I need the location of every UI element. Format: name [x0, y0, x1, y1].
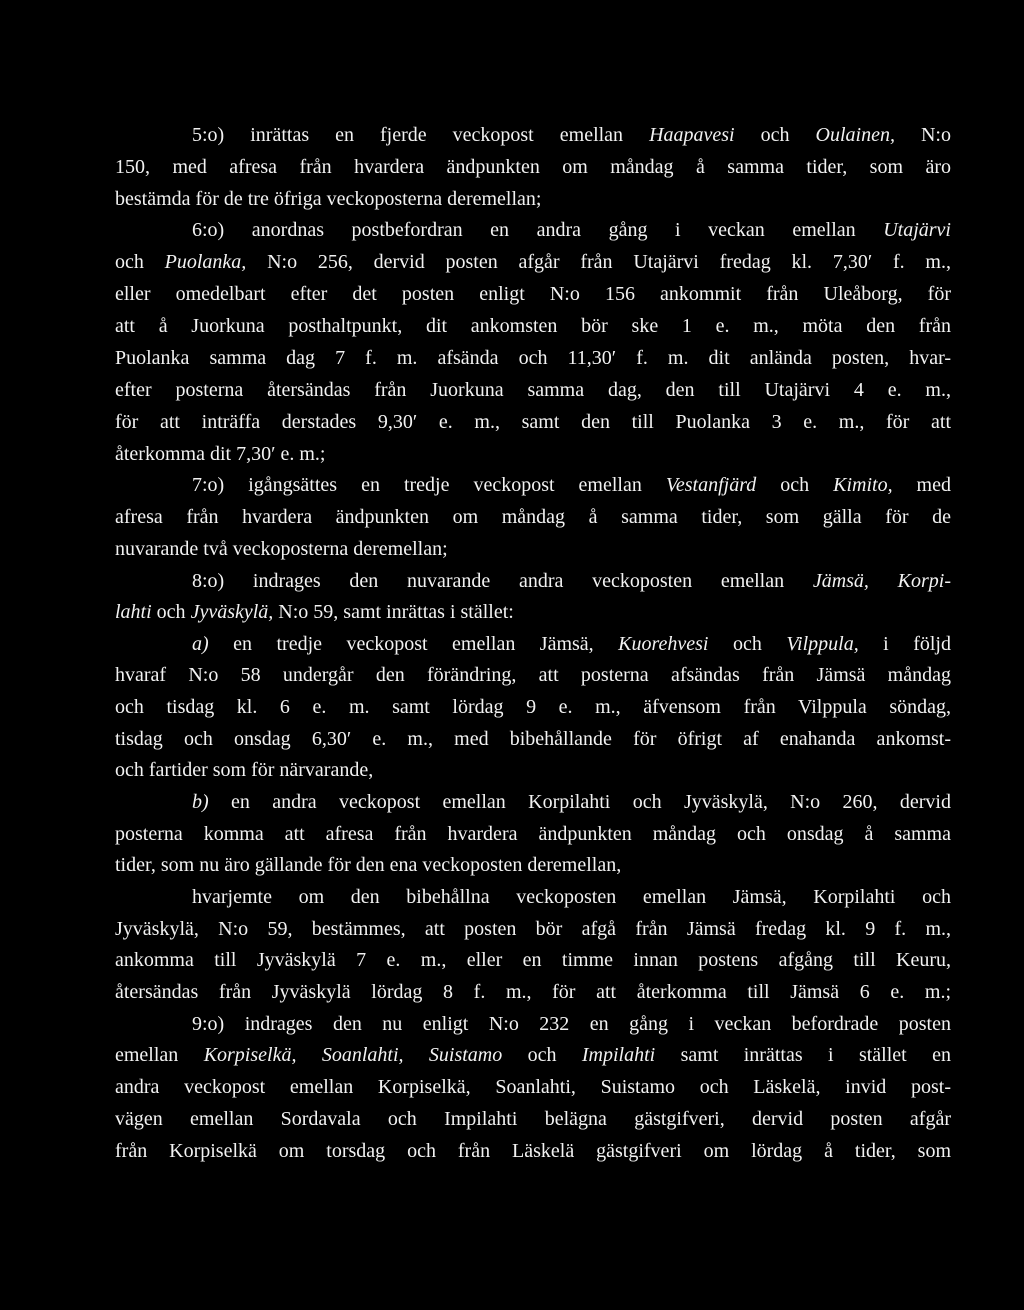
- text-line: [115, 663, 951, 687]
- text-line: [115, 948, 951, 972]
- text-line: [115, 1139, 951, 1163]
- text-segment: 9:o) indrages den nu enligt N:o 232 en gång i veckan befordrade posten: [192, 1013, 951, 1035]
- text-segment: N:o: [894, 124, 951, 146]
- text-segment: 8:o) indrages den nuvarande andra veckoposten emellan: [192, 570, 813, 592]
- text-line: [115, 1075, 951, 1099]
- italic-text: Korpiselkä, Soanlahti, Suistamo: [203, 1044, 503, 1066]
- text-segment: N:o 256, dervid posten afgår från Utajärvi fredag kl. 7,30′ f. m.,: [246, 251, 951, 273]
- text-segment: hvaraf N:o 58 undergår den förändring, att posterna afsändas från Jämsä måndag: [115, 664, 951, 686]
- italic-text: b): [192, 791, 209, 813]
- text-segment: tider, som nu äro gällande för den ena veckoposten deremellan,: [115, 854, 622, 876]
- text-segment: och: [502, 1044, 582, 1066]
- text-segment: och: [734, 124, 816, 146]
- text-line: [115, 155, 951, 179]
- text-line: [115, 758, 951, 782]
- italic-text: Jämsä, Korpi-: [812, 570, 951, 592]
- text-line: [115, 600, 951, 624]
- text-line: [115, 695, 951, 719]
- text-line: [192, 473, 951, 497]
- text-line: [115, 980, 951, 1004]
- text-segment: med: [892, 474, 951, 496]
- text-line: [115, 853, 951, 877]
- text-segment: andra veckopost emellan Korpiselkä, Soanlahti, Suistamo och Läskelä, invid post-: [115, 1076, 951, 1098]
- italic-text: Puolanka,: [164, 251, 247, 273]
- text-segment: och: [756, 474, 834, 496]
- text-line: [115, 314, 951, 338]
- text-line: [192, 1012, 951, 1036]
- text-segment: en andra veckopost emellan Korpilahti och Jyväskylä, N:o 260, dervid: [208, 791, 951, 813]
- text-segment: nuvarande två veckoposterna deremellan;: [115, 538, 448, 560]
- text-line: [115, 187, 951, 211]
- italic-text: Utajärvi: [883, 219, 951, 241]
- text-line: [115, 378, 951, 402]
- text-segment: i följd: [858, 633, 951, 655]
- text-segment: från Korpiselkä om torsdag och från Läskelä gästgifveri om lördag å tider, som: [115, 1140, 951, 1162]
- text-line: [192, 885, 951, 909]
- text-segment: återkomma dit 7,30′ e. m.;: [115, 443, 326, 465]
- text-segment: och: [708, 633, 787, 655]
- italic-text: Vestanfjärd: [665, 474, 757, 496]
- text-segment: tisdag och onsdag 6,30′ e. m., med bibehållande för öfrigt af enahanda ankomst-: [115, 728, 951, 750]
- text-line: [115, 442, 951, 466]
- text-segment: att å Juorkuna posthaltpunkt, dit ankomsten bör ske 1 e. m., möta den från: [115, 315, 951, 337]
- italic-text: Oulainen,: [815, 124, 895, 146]
- text-line: [192, 123, 951, 147]
- text-segment: Puolanka samma dag 7 f. m. afsända och 11,30′ f. m. dit anlända posten, hvar-: [115, 347, 951, 369]
- text-segment: bestämda för de tre öfriga veckoposterna deremellan;: [115, 188, 542, 210]
- italic-text: a): [192, 633, 209, 655]
- text-segment: och tisdag kl. 6 e. m. samt lördag 9 e. m., äfvensom från Vilppula söndag,: [115, 696, 951, 718]
- text-line: [115, 1107, 951, 1131]
- text-segment: 150, med afresa från hvardera ändpunkten om måndag å samma tider, som äro: [115, 156, 951, 178]
- italic-text: Haapavesi: [649, 124, 735, 146]
- text-line: [192, 218, 951, 242]
- text-segment: N:o 59, samt inrättas i stället:: [273, 601, 514, 623]
- italic-text: Kuorehvesi: [618, 633, 709, 655]
- text-line: [115, 917, 951, 941]
- text-segment: för att inträffa derstades 9,30′ e. m., samt den till Puolanka 3 e. m., för att: [115, 411, 951, 433]
- text-line: [115, 727, 951, 751]
- text-segment: och fartider som för närvarande,: [115, 759, 374, 781]
- text-line: [115, 822, 951, 846]
- text-segment: vägen emellan Sordavala och Impilahti belägna gästgifveri, dervid posten afgår: [115, 1108, 951, 1130]
- italic-text: lahti: [115, 601, 152, 623]
- text-line: [115, 282, 951, 306]
- italic-text: Impilahti: [581, 1044, 656, 1066]
- text-line: [115, 250, 951, 274]
- text-line: [192, 790, 951, 814]
- text-line: [115, 410, 951, 434]
- text-segment: 6:o) anordnas postbefordran en andra gång i veckan emellan: [192, 219, 884, 241]
- text-segment: återsändas från Jyväskylä lördag 8 f. m., för att återkomma till Jämsä 6 e. m.;: [115, 981, 951, 1003]
- italic-text: Kimito,: [833, 474, 893, 496]
- text-line: [115, 505, 951, 529]
- text-segment: afresa från hvardera ändpunkten om måndag å samma tider, som gälla för de: [115, 506, 951, 528]
- text-segment: Jyväskylä, N:o 59, bestämmes, att posten bör afgå från Jämsä fredag kl. 9 f. m.,: [115, 918, 951, 940]
- text-segment: samt inrättas i stället en: [655, 1044, 951, 1066]
- text-segment: och: [151, 601, 191, 623]
- text-line: [115, 537, 951, 561]
- text-segment: 7:o) igångsättes en tredje veckopost emellan: [192, 474, 666, 496]
- text-segment: eller omedelbart efter det posten enligt N:o 156 ankommit från Uleåborg, för: [115, 283, 951, 305]
- text-line: [192, 632, 951, 656]
- text-line: [115, 1043, 951, 1067]
- italic-text: Jyväskylä,: [190, 601, 274, 623]
- text-segment: efter posterna återsändas från Juorkuna samma dag, den till Utajärvi 4 e. m.,: [115, 379, 951, 401]
- italic-text: Vilppula,: [786, 633, 859, 655]
- text-segment: och: [115, 251, 165, 273]
- text-segment: posterna komma att afresa från hvardera ändpunkten måndag och onsdag å samma: [115, 823, 951, 845]
- text-segment: hvarjemte om den bibehållna veckoposten emellan Jämsä, Korpilahti och: [192, 886, 951, 908]
- text-segment: emellan: [115, 1044, 204, 1066]
- text-line: [192, 569, 951, 593]
- text-segment: en tredje veckopost emellan Jämsä,: [208, 633, 619, 655]
- text-segment: 5:o) inrättas en fjerde veckopost emellan: [192, 124, 650, 146]
- text-line: [115, 346, 951, 370]
- text-segment: ankomma till Jyväskylä 7 e. m., eller en timme innan postens afgång till Keuru,: [115, 949, 951, 971]
